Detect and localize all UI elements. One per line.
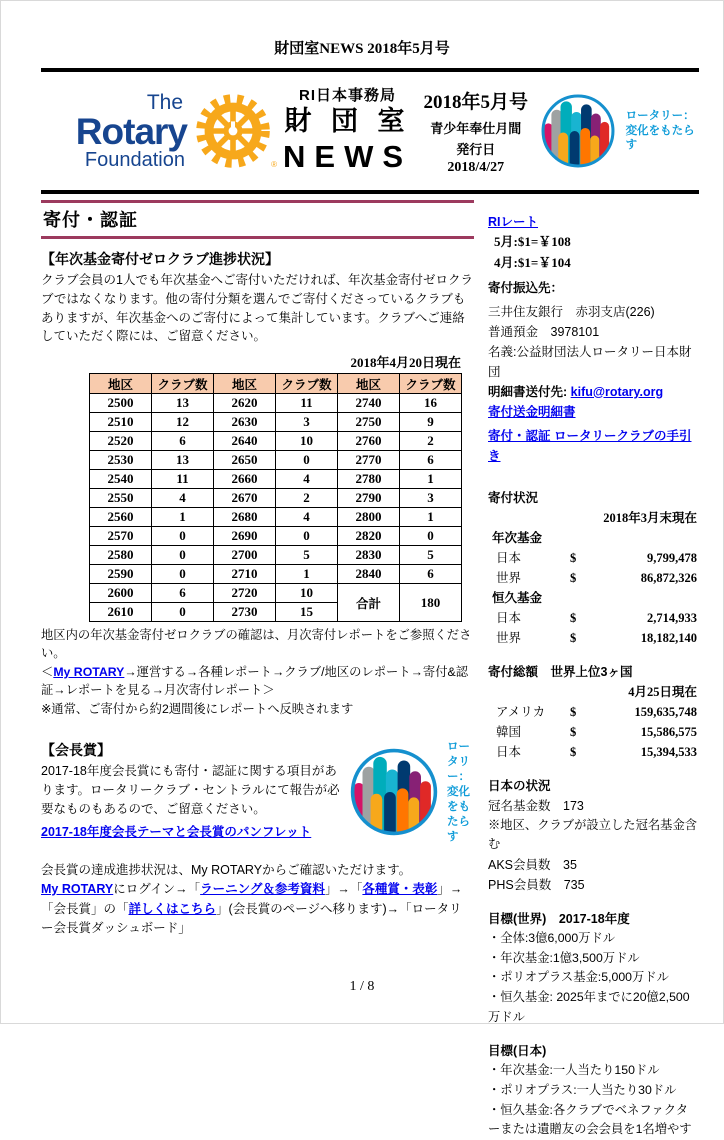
table-cell: 16 <box>400 394 462 413</box>
amount-value: 15,394,533 <box>640 744 697 759</box>
two-column-layout <box>41 200 699 1140</box>
bank-name: 三井住友銀行 赤羽支店(226) <box>488 304 655 319</box>
amount-value: 9,799,478 <box>647 550 697 565</box>
table-cell: 2600 <box>90 584 152 603</box>
amount-row <box>492 608 699 628</box>
table-header-cell: クラブ数 <box>152 374 214 394</box>
note-line1: 地区内の年次基金寄付ゼロクラブの確認は、月次寄付レポートをご参照ください。 <box>41 628 472 661</box>
table-total-value: 180 <box>400 584 462 622</box>
amount-value: 18,182,140 <box>640 630 697 645</box>
table-cell: 2500 <box>90 394 152 413</box>
office-line-ri: RI日本事務局 <box>298 87 396 105</box>
goal-item: ・恒久基金: 2025年までに20億2,500万ドル <box>488 989 690 1024</box>
table-header-cell: クラブ数 <box>276 374 338 394</box>
table-row <box>90 489 462 508</box>
table-cell: 2830 <box>338 546 400 565</box>
currency-symbol: $ <box>570 550 577 565</box>
left-column <box>41 200 474 1140</box>
rotary-people-logo-icon <box>349 747 439 837</box>
amount-row <box>492 568 699 588</box>
rotary-foundation-wordmark <box>41 92 187 170</box>
masthead <box>41 72 699 190</box>
amount-row <box>492 702 699 722</box>
amount-row <box>492 548 699 568</box>
table-cell: 2840 <box>338 565 400 584</box>
table-row <box>90 451 462 470</box>
table-cell: 10 <box>276 584 338 603</box>
flow-text: 」(会長賞のページへ移ります)→「ロータリー会長賞ダッシュボード」 <box>41 901 462 935</box>
goal-item: ・恒久基金:各クラブでベネファクターまたは遺贈友の会会員を1名増やす <box>488 1102 692 1137</box>
table-cell: 0 <box>276 451 338 470</box>
amount-row <box>492 722 699 742</box>
goal-world-heading: 目標(世界) 2017-18年度 <box>488 911 630 926</box>
flow-text: 」→「 <box>324 882 363 897</box>
my-rotary-login-link[interactable]: My ROTARY <box>41 882 114 897</box>
table-cell: 2740 <box>338 394 400 413</box>
details-here-link[interactable]: 詳しくはこちら <box>128 901 217 916</box>
logo-word-rotary: Rotary <box>75 111 187 152</box>
currency-symbol: $ <box>570 570 577 585</box>
statement-label: 明細書送付先: <box>488 384 571 399</box>
amount-country: 日本 <box>496 744 522 759</box>
table-cell: 2620 <box>214 394 276 413</box>
logo-word-foundation: Foundation <box>84 149 185 171</box>
table-cell: 2660 <box>214 470 276 489</box>
amount-region: 日本 <box>496 550 522 565</box>
table-cell: 5 <box>400 546 462 565</box>
table-cell: 2750 <box>338 413 400 432</box>
rate-april: 4月:$1=￥104 <box>494 254 571 270</box>
rotary-people-logo-icon <box>540 93 616 169</box>
endowment-fund-label: 恒久基金 <box>492 590 543 605</box>
learning-reference-link[interactable]: ラーニング＆参考資料 <box>200 882 325 897</box>
office-title-block <box>283 87 412 175</box>
annual-fund-label: 年次基金 <box>492 530 543 545</box>
table-cell: 2610 <box>90 603 152 622</box>
section-title: 寄付・認証 <box>43 210 138 230</box>
donation-status-as-of: 2018年3月末現在 <box>603 510 697 525</box>
table-row <box>90 584 462 603</box>
rotary-wheel-icon <box>193 91 277 171</box>
currency-symbol: $ <box>570 630 577 645</box>
table-cell: 15 <box>276 603 338 622</box>
currency-symbol: $ <box>570 704 577 719</box>
table-cell: 2640 <box>214 432 276 451</box>
amount-region: 世界 <box>496 570 522 585</box>
total-top3-as-of: 4月25日現在 <box>628 684 697 699</box>
table-note <box>41 626 474 718</box>
note-path-text: →運営する→各種レポート→クラブ/地区のレポート→寄付&認証→レポートを見る→月次寄付レポート＞ <box>41 664 469 698</box>
table-as-of-date: 2018年4月20日現在 <box>350 355 461 370</box>
table-header-row <box>90 374 462 394</box>
table-row <box>90 394 462 413</box>
currency-symbol: $ <box>570 610 577 625</box>
rate-may: 5月:$1=￥108 <box>494 234 571 249</box>
section-top-rule <box>41 200 474 203</box>
table-cell: 0 <box>152 546 214 565</box>
japan-status-block <box>488 796 699 895</box>
goal-item: ・全体:3億6,000万ドル <box>488 930 616 945</box>
table-row <box>90 432 462 451</box>
table-header-cell: 地区 <box>338 374 400 394</box>
table-cell: 3 <box>400 489 462 508</box>
table-cell: 2710 <box>214 565 276 584</box>
issue-publish-label: 発行日 <box>456 141 496 157</box>
president-award-body: 2017-18年度会長賞にも寄付・認証に関する項目があります。ロータリークラブ・セントラルにて報告が必要なものもあるので、ご留意ください。 <box>41 764 340 816</box>
table-cell: 2540 <box>90 470 152 489</box>
amount-value: 159,635,748 <box>634 704 697 719</box>
total-top3-heading: 寄付総額 世界上位3ヶ国 <box>488 664 633 679</box>
table-cell: 2820 <box>338 527 400 546</box>
table-cell: 2680 <box>214 508 276 527</box>
table-cell: 4 <box>152 489 214 508</box>
table-cell: 1 <box>276 565 338 584</box>
bank-info <box>488 302 699 466</box>
table-cell: 2770 <box>338 451 400 470</box>
table-cell: 9 <box>400 413 462 432</box>
table-cell: 2650 <box>214 451 276 470</box>
goal-item: ・年次基金:一人当たり150ドル <box>488 1063 660 1078</box>
table-row <box>90 508 462 527</box>
remittance-statement-link[interactable]: 寄付送金明細書 <box>488 404 576 419</box>
table-cell: 2580 <box>90 546 152 565</box>
table-cell: 1 <box>400 470 462 489</box>
flow-text: にログイン→「 <box>113 882 201 897</box>
office-line-news: NEWS <box>283 139 412 175</box>
table-cell: 0 <box>400 527 462 546</box>
goal-japan-list <box>488 1061 699 1140</box>
tagline-line2: 変化をもたらす <box>625 124 695 152</box>
table-row <box>90 565 462 584</box>
issue-title: 2018年5月号 <box>423 91 529 113</box>
club-guide-link[interactable]: 寄付・認証 ロータリークラブの手引き <box>488 428 692 463</box>
table-cell: 2800 <box>338 508 400 527</box>
amount-row <box>492 628 699 648</box>
table-cell: 0 <box>276 527 338 546</box>
masthead-bottom-rule <box>41 190 699 194</box>
president-award-heading: 【会長賞】 <box>41 742 111 759</box>
currency-symbol: $ <box>570 744 577 759</box>
rotary-tagline <box>626 109 699 154</box>
table-cell: 2670 <box>214 489 276 508</box>
table-cell: 6 <box>152 432 214 451</box>
amount-value: 2,714,933 <box>647 610 697 625</box>
president-award-section <box>41 740 474 845</box>
table-cell: 2 <box>400 432 462 451</box>
aks-members-count: AKS会員数 35 <box>488 857 577 872</box>
zero-club-table-body <box>90 394 462 622</box>
table-cell: 2520 <box>90 432 152 451</box>
japan-status-heading: 日本の状況 <box>488 778 551 793</box>
table-cell: 11 <box>152 470 214 489</box>
table-cell: 13 <box>152 394 214 413</box>
flow-text: 」→「会長賞」の「 <box>41 882 463 916</box>
logo-word-the: The <box>146 91 183 114</box>
amount-region: 世界 <box>496 630 522 645</box>
table-cell: 2 <box>276 489 338 508</box>
table-cell: 2510 <box>90 413 152 432</box>
table-cell: 2760 <box>338 432 400 451</box>
ri-rate-link[interactable]: RIレート <box>488 215 539 229</box>
table-cell: 6 <box>152 584 214 603</box>
table-cell: 5 <box>276 546 338 565</box>
right-column <box>488 200 699 1140</box>
phs-members-count: PHS会員数 735 <box>488 877 585 892</box>
table-cell: 6 <box>400 451 462 470</box>
awards-recognition-link[interactable]: 各種賞・表彰 <box>362 882 438 897</box>
table-cell: 4 <box>276 470 338 489</box>
table-cell: 10 <box>276 432 338 451</box>
table-header-cell: 地区 <box>214 374 276 394</box>
tagline-line1: ロータリー： <box>447 741 470 784</box>
named-funds-count: 冠名基金数 173 <box>488 798 584 813</box>
table-total-label: 合計 <box>338 584 400 622</box>
table-cell: 0 <box>152 527 214 546</box>
goal-japan-heading: 目標(日本) <box>488 1044 547 1059</box>
issue-info-block <box>422 87 530 176</box>
amount-row <box>492 742 699 762</box>
registered-mark: ® <box>271 160 277 169</box>
amount-country: 韓国 <box>496 724 522 739</box>
table-cell: 13 <box>152 451 214 470</box>
table-cell: 2560 <box>90 508 152 527</box>
kifu-email-link[interactable]: kifu@rotary.org <box>570 384 664 399</box>
named-funds-note: ※地区、クラブが設立した冠名基金含む <box>488 817 698 852</box>
table-row <box>90 413 462 432</box>
note-line3: ※通常、ご寄付から約2週間後にレポートへ反映されます <box>41 701 354 716</box>
table-row <box>90 527 462 546</box>
goal-item: ・年次基金:1億3,500万ドル <box>488 950 640 965</box>
table-cell: 6 <box>400 565 462 584</box>
currency-symbol: $ <box>570 724 577 739</box>
table-cell: 0 <box>152 565 214 584</box>
my-rotary-link[interactable]: My ROTARY <box>53 664 125 679</box>
zero-club-table <box>89 373 462 622</box>
page-number: 1 / 8 <box>349 979 375 994</box>
amount-value: 15,586,575 <box>640 724 697 739</box>
amount-country: アメリカ <box>496 704 546 719</box>
table-cell: 2700 <box>214 546 276 565</box>
table-row <box>90 546 462 565</box>
table-cell: 11 <box>276 394 338 413</box>
table-cell: 0 <box>152 603 214 622</box>
table-header-cell: 地区 <box>90 374 152 394</box>
rotary-tagline <box>447 740 474 845</box>
issue-publish-date: 2018/4/27 <box>447 159 505 175</box>
amount-value: 86,872,326 <box>640 570 697 585</box>
table-cell: 2730 <box>214 603 276 622</box>
president-award-logo <box>343 740 474 845</box>
table-cell: 1 <box>152 508 214 527</box>
table-cell: 2530 <box>90 451 152 470</box>
table-cell: 1 <box>400 508 462 527</box>
president-award-text <box>41 740 343 845</box>
bank-holder: 名義:公益財団法人ロータリー日本財団 <box>488 344 692 379</box>
table-cell: 2720 <box>214 584 276 603</box>
document-header-title: 財団室NEWS 2018年5月号 <box>274 41 450 57</box>
table-cell: 4 <box>276 508 338 527</box>
table-cell: 2590 <box>90 565 152 584</box>
issue-month-theme: 青少年奉仕月間 <box>430 120 522 136</box>
tagline-line1: ロータリー： <box>625 109 695 122</box>
statement-line <box>488 382 699 402</box>
table-cell: 3 <box>276 413 338 432</box>
bank-heading: 寄付振込先： <box>488 280 564 295</box>
table-cell: 12 <box>152 413 214 432</box>
table-cell: 2550 <box>90 489 152 508</box>
table-cell: 2570 <box>90 527 152 546</box>
progress-paragraph <box>41 861 474 939</box>
table-row <box>90 470 462 489</box>
table-cell: 2780 <box>338 470 400 489</box>
donation-status-heading: 寄付状況 <box>488 490 539 505</box>
amount-region: 日本 <box>496 610 522 625</box>
rotary-foundation-logo <box>41 91 277 171</box>
progress-intro: 会長賞の達成進捗状況は、My ROTARYからご確認いただけます。 <box>41 862 412 877</box>
zero-club-heading: 【年次基金寄付ゼロクラブ進捗状況】 <box>41 251 279 267</box>
pamphlet-link[interactable]: 2017-18年度会長テーマと会長賞のパンフレット <box>41 825 312 840</box>
section-bottom-rule <box>41 236 474 239</box>
bank-account: 普通預金 3978101 <box>488 324 600 339</box>
table-cell: 2690 <box>214 527 276 546</box>
table-cell: 2790 <box>338 489 400 508</box>
zero-club-body: クラブ会員の1人でも年次基金へご寄付いただければ、年次基金寄付ゼロクラブではなくなります。他の寄付分類を選んでご寄付くださっているクラブもありますが、年次基金へのご寄付によって集計しています。クラブへご連絡していただく際には、ご留意ください。 <box>41 273 473 344</box>
table-cell: 2630 <box>214 413 276 432</box>
office-line-zaidanshitsu: 財 団 室 <box>284 106 411 137</box>
table-header-cell: クラブ数 <box>400 374 462 394</box>
note-bracket-open: ＜ <box>41 664 54 679</box>
tagline-line2: 変化をもたらす <box>447 786 470 843</box>
goal-item: ・ポリオプラス:一人当たり30ドル <box>488 1082 677 1097</box>
goal-item: ・ポリオプラス基金:5,000万ドル <box>488 970 669 985</box>
